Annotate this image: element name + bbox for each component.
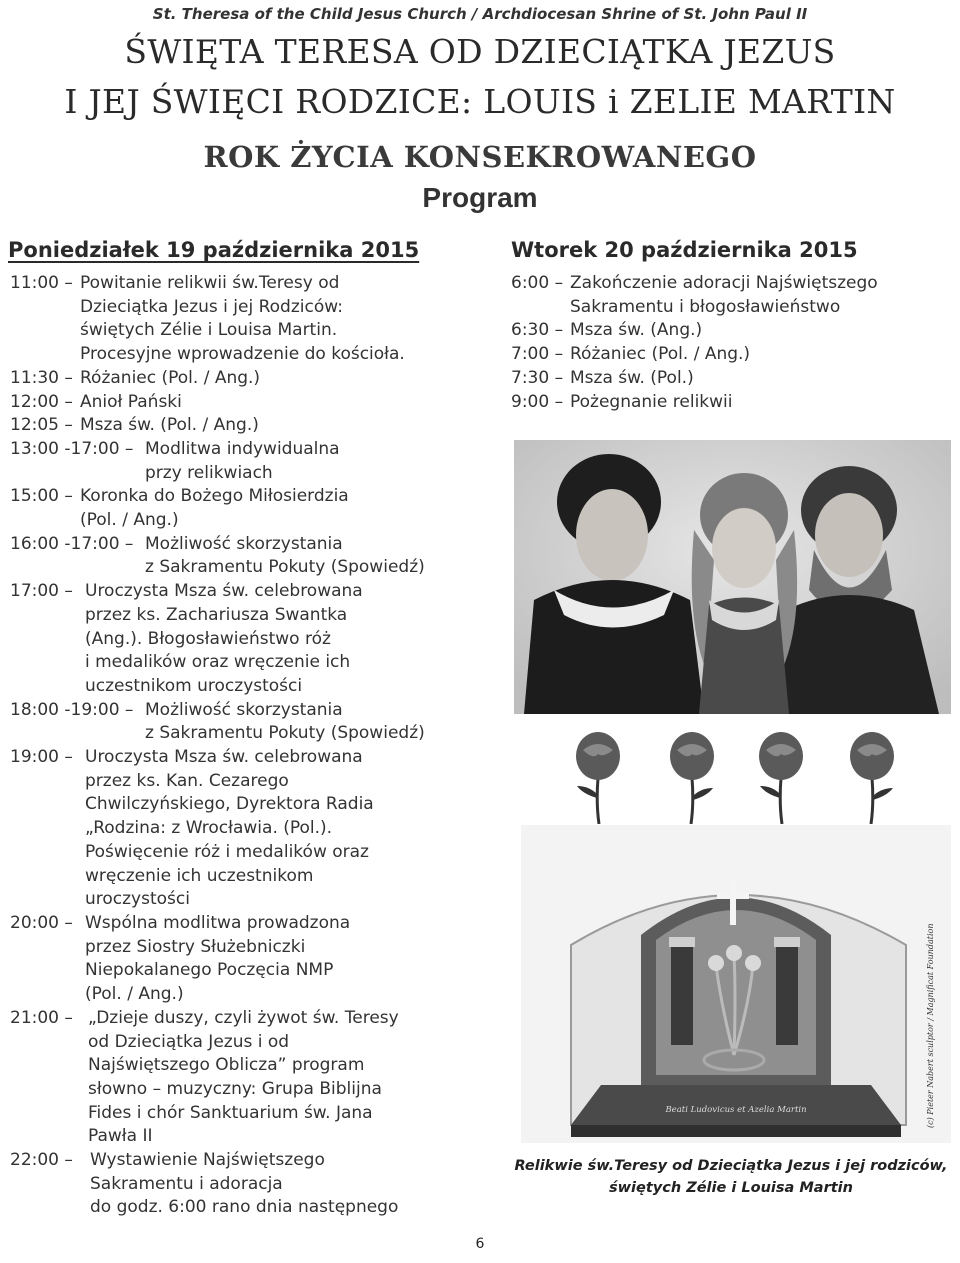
photo-credit: (c) Pieter Nabert sculptor / Magnificat Foundation	[926, 923, 935, 1128]
reliquary-graphic	[521, 825, 951, 1143]
schedule-item	[10, 272, 480, 367]
item-text: Modlitwa indywidualna przy relikwiach	[145, 438, 340, 483]
tuesday-heading: Wtorek 20 października 2015	[511, 238, 858, 262]
item-text: Różaniec (Pol. / Ang.)	[570, 344, 751, 365]
item-text: Msza św. (Pol. / Ang.)	[80, 415, 259, 436]
schedule-item	[10, 485, 480, 532]
item-time: 6:30 –	[511, 320, 564, 341]
family-photo-graphic	[514, 440, 951, 714]
schedule-item	[10, 746, 480, 912]
family-photo	[514, 440, 951, 714]
item-time: 11:30 –	[10, 367, 73, 388]
item-text: Uroczysta Msza św. celebrowana przez ks. Zachariusza Swantka (Ang.). Błogosławieństwo róż i medalików oraz wręczenie ich uczestnikom uroczystości	[85, 581, 363, 696]
item-text: Możliwość skorzystania z Sakramentu Pokuty (Spowiedź)	[145, 533, 425, 578]
item-text: Msza św. (Ang.)	[570, 320, 703, 341]
item-time: 19:00 –	[10, 747, 73, 768]
schedule-item	[10, 414, 480, 438]
subtitle: ROK ŻYCIA KONSEKROWANEGO	[203, 140, 757, 174]
item-time: 13:00 -17:00 –	[10, 438, 134, 459]
page-number: 6	[475, 1236, 485, 1252]
program-heading: Program	[422, 182, 538, 213]
schedule-item	[511, 272, 951, 319]
item-text: Różaniec (Pol. / Ang.)	[80, 367, 261, 388]
item-text: Koronka do Bożego Miłosierdzia (Pol. / Ang.)	[80, 486, 349, 531]
item-time: 18:00 -19:00 –	[10, 699, 134, 720]
schedule-item	[10, 699, 480, 746]
item-time: 9:00 –	[511, 391, 564, 412]
schedule-item	[511, 367, 951, 391]
item-time: 6:00 –	[511, 273, 564, 293]
item-time: 22:00 –	[10, 1150, 73, 1171]
monday-schedule	[10, 272, 480, 1220]
reliquary-inscription: Beati Ludovicus et Azelia Martin	[665, 1105, 807, 1115]
item-time: 7:00 –	[511, 344, 564, 365]
item-time: 11:00 –	[10, 273, 73, 293]
schedule-item	[511, 319, 951, 343]
title-line-1: ŚWIĘTA TERESA OD DZIECIĄTKA JEZUS	[124, 32, 836, 71]
item-text: Pożegnanie relikwii	[570, 391, 733, 412]
item-text: Wspólna modlitwa prowadzona przez Siostry Służebniczki Niepokalanego Poczęcia NMP (Pol. / Ang.)	[85, 912, 351, 1005]
item-text: Wystawienie Najświętszego Sakramentu i adoracja do godz. 6:00 rano dnia następnego	[90, 1150, 399, 1218]
schedule-item	[10, 533, 480, 580]
monday-heading: Poniedziałek 19 października 2015	[8, 238, 420, 262]
schedule-item	[10, 580, 480, 699]
rose-icon	[657, 728, 727, 824]
schedule-item	[10, 438, 480, 485]
item-time: 7:30 –	[511, 367, 564, 388]
rose-icon	[746, 728, 816, 824]
reliquary-photo	[521, 825, 951, 1143]
item-time: 17:00 –	[10, 581, 73, 602]
schedule-item	[511, 343, 951, 367]
title-line-2: I JEJ ŚWIĘCI RODZICE: LOUIS i ZELIE MARTIN	[64, 82, 896, 121]
schedule-item	[10, 1149, 480, 1220]
tuesday-schedule	[511, 272, 951, 414]
item-text: „Dzieje duszy, czyli żywot św. Teresy od Dzieciątka Jezus i od Najświętszego Oblicza” program słowno – muzyczny: Grupa Biblijna Fides i chór Sanktuarium św. Jana Pawła II	[88, 1007, 399, 1147]
item-text: Powitanie relikwii św.Teresy od Dzieciątka Jezus i jej Rodziców: świętych Zélie i Louisa Martin. Procesyjne wprowadzenie do kościoła.	[80, 273, 405, 365]
schedule-item	[10, 367, 480, 391]
schedule-item	[10, 912, 480, 1007]
item-time: 16:00 -17:00 –	[10, 533, 134, 554]
item-time: 15:00 –	[10, 486, 73, 507]
item-text: Anioł Pański	[80, 391, 182, 412]
item-text: Msza św. (Pol.)	[570, 367, 694, 388]
item-time: 20:00 –	[10, 912, 73, 933]
rose-icon	[837, 728, 907, 824]
image-caption: Relikwie św.Teresy od Dzieciątka Jezus i jej rodziców, świętych Zélie i Louisa Martin	[514, 1158, 948, 1196]
item-text: Zakończenie adoracji Najświętszego Sakramentu i błogosławieństwo	[570, 273, 878, 317]
item-text: Możliwość skorzystania z Sakramentu Pokuty (Spowiedź)	[145, 699, 425, 744]
item-time: 21:00 –	[10, 1007, 73, 1028]
church-header: St. Theresa of the Child Jesus Church / Archdiocesan Shrine of St. John Paul II	[152, 5, 808, 23]
item-time: 12:00 –	[10, 391, 73, 412]
rose-icon	[563, 728, 633, 824]
schedule-item	[10, 391, 480, 415]
item-time: 12:05 –	[10, 415, 73, 436]
schedule-item	[10, 1007, 480, 1149]
schedule-item	[511, 391, 951, 415]
item-text: Uroczysta Msza św. celebrowana przez ks. Kan. Cezarego Chwilczyńskiego, Dyrektora Radia „Rodzina: z Wrocławia. (Pol.). Poświęcenie róż i medalików oraz wręczenie ich uczestnikom uroczystości	[85, 747, 374, 910]
